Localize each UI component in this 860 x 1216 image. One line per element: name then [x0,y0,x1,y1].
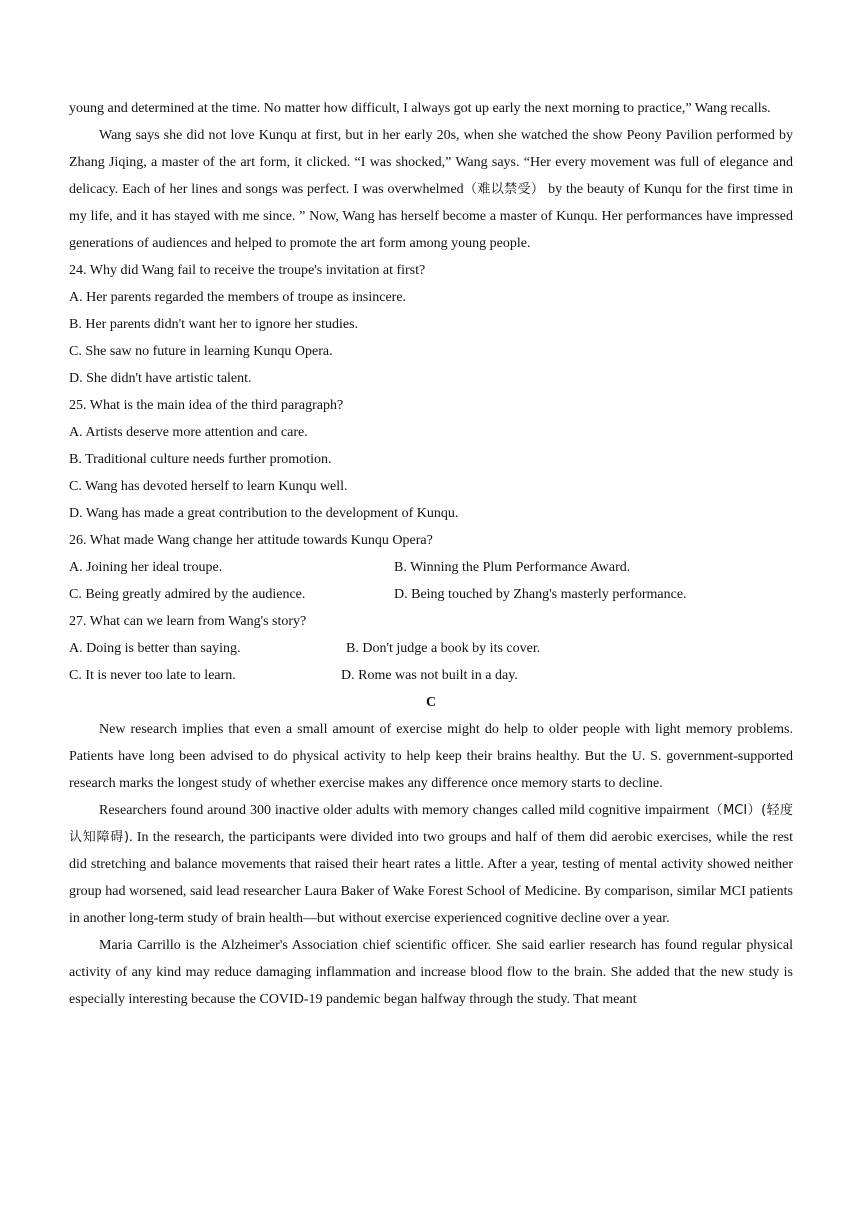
option-b: B. Don't judge a book by its cover. [346,641,541,656]
option-b: B. Traditional culture needs further promotion. [69,452,332,467]
question-stem: 24. Why did Wang fail to receive the troupe's invitation at first? [69,263,426,278]
option-d: D. She didn't have artistic talent. [69,371,252,386]
option-b: B. Her parents didn't want her to ignore her studies. [69,317,359,332]
question-27 [69,608,793,689]
option-c: C. Wang has devoted herself to learn Kunqu well. [69,479,348,494]
option-d: D. Wang has made a great contribution to the development of Kunqu. [69,506,459,521]
chinese-gloss: （难以禁受） [463,182,545,197]
option-b: B. Winning the Plum Performance Award. [394,560,631,575]
passage-b-paragraph-continued: young and determined at the time. No matter how difficult, I always got up early the next morning to practice,” Wang recalls. [69,101,771,116]
passage-c-paragraph-1: New research implies that even a small amount of exercise might do help to older people with light memory problems. Patients have long been advised to do physical activity to help keep their brains healthy. But the U. S. government-supported research marks the longest study of whether exercise makes any difference once memory starts to decline. [69,722,793,791]
option-a: A. Doing is better than saying. [69,641,241,656]
paragraph-text: Researchers found around 300 inactive older adults with memory changes called mild cognitive impairment [99,803,710,818]
paragraph-text: Wang says she did not love Kunqu at first, but in her early 20s, when she watched the show Peony Pavilion performed by Zhang Jiqing, a master of the art form, it clicked. “I was shocked,” Wang says. “Her every movement was full of elegance and delicacy. Each of her lines and songs was perfect. I was overwhelmed [69,128,793,197]
question-25 [69,392,793,527]
section-title: C [425,695,437,710]
option-d: D. Being touched by Zhang's masterly performance. [394,587,687,602]
passage-c-paragraph-2 [69,797,793,932]
document-page [69,95,793,1013]
option-c: C. Being greatly admired by the audience. [69,587,306,602]
option-row [69,635,793,662]
option-a: A. Artists deserve more attention and care. [69,425,308,440]
passage-c-paragraph-3: Maria Carrillo is the Alzheimer's Association chief scientific officer. She said earlier research has found regular physical activity of any kind may reduce damaging inflammation and increase blood flow to the brain. She added that the new study is especially interesting because the COVID-19 pandemic began halfway through the study. That meant [69,938,793,1007]
question-stem: 27. What can we learn from Wang's story? [69,614,307,629]
paragraph-text: by the beauty of Kunqu for the first time in my life, and it has stayed with me since. ” Now, Wang has herself become a master of Kunqu. Her performances have impressed generations of audiences and helped to promote the art form among young people. [69,182,793,251]
option-a: A. Her parents regarded the members of troupe as insincere. [69,290,407,305]
option-c: C. It is never too late to learn. [69,668,236,683]
option-row [69,662,793,689]
question-24 [69,257,793,392]
question-26 [69,527,793,608]
option-d: D. Rome was not built in a day. [341,668,518,683]
question-stem: 26. What made Wang change her attitude towards Kunqu Opera? [69,533,433,548]
option-a: A. Joining her ideal troupe. [69,560,223,575]
paragraph-text: . In the research, the participants were divided into two groups and half of them did aerobic exercises, while the rest did stretching and balance movements that raised their heart rates a little. After a year, testing of mental activity showed neither group had worsened, said lead researcher Laura Baker of Wake Forest School of Medicine. By comparison, similar MCI patients in another long-term study of brain health—but without exercise experienced cognitive decline over a year. [69,830,793,926]
question-stem: 25. What is the main idea of the third paragraph? [69,398,344,413]
option-c: C. She saw no future in learning Kunqu Opera. [69,344,333,359]
option-row [69,581,793,608]
passage-b-paragraph-3 [69,122,793,257]
chinese-gloss: （MCI）(轻度认知障碍) [69,803,794,845]
option-row [69,554,793,581]
